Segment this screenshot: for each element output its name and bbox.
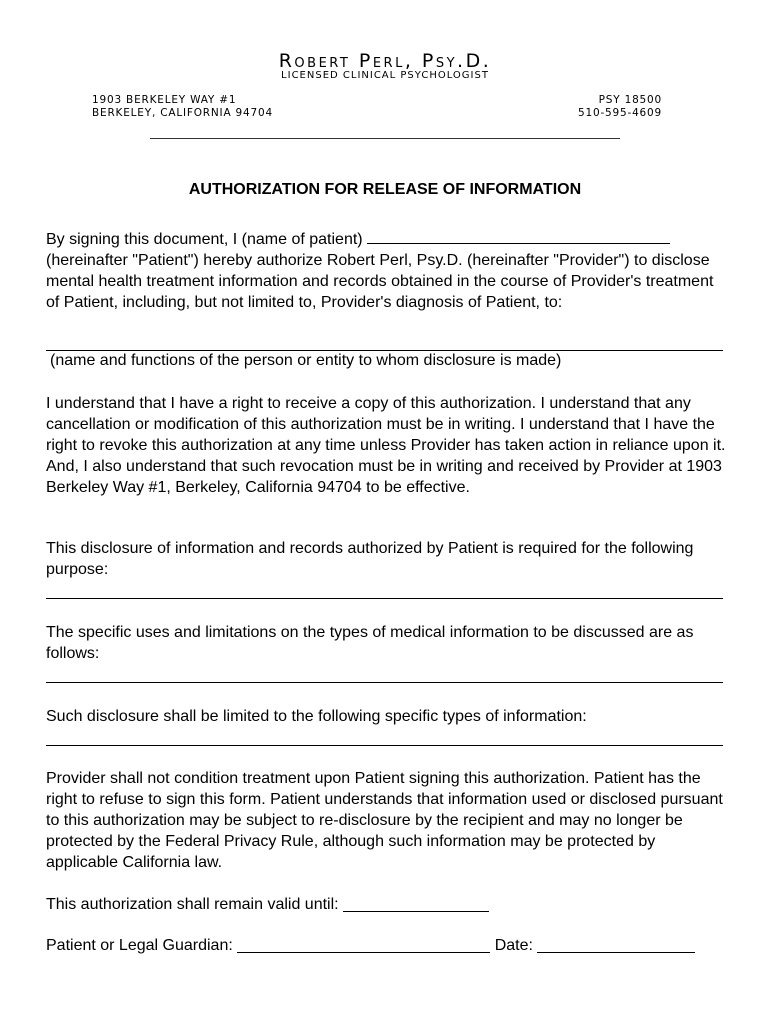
patient-name-field[interactable] — [367, 228, 670, 244]
document-title: AUTHORIZATION FOR RELEASE OF INFORMATION — [188, 181, 582, 198]
valid-until-field[interactable] — [343, 895, 489, 912]
types-paragraph: Such disclosure shall be limited to the following specific types of information: — [46, 708, 587, 725]
intro-paragraph — [46, 228, 730, 313]
purpose-field[interactable] — [46, 598, 723, 599]
guardian-signature-field[interactable] — [237, 936, 490, 953]
recipient-caption: (name and functions of the person or entity to whom disclosure is made) — [50, 352, 562, 369]
address-block — [92, 94, 273, 120]
letterhead-subtitle: LICENSED CLINICAL PSYCHOLOGIST — [281, 70, 489, 81]
purpose-paragraph: This disclosure of information and records authorized by Patient is required for the following purpose: — [46, 540, 694, 578]
address-line-1: 1903 BERKELEY WAY #1 — [92, 94, 237, 106]
guardian-label: Patient or Legal Guardian: — [46, 937, 233, 954]
intro-lead: By signing this document, I (name of patient) — [46, 231, 363, 248]
header-divider — [150, 138, 620, 139]
types-field[interactable] — [46, 745, 723, 746]
recipient-field[interactable] — [46, 350, 723, 351]
valid-until-label: This authorization shall remain valid until: — [46, 896, 339, 913]
address-line-2: BERKELEY, CALIFORNIA 94704 — [92, 107, 273, 119]
rights-paragraph: I understand that I have a right to receive a copy of this authorization. I understand that any cancellation or modification of this authorization must be in writing. I understand that I have the right to revoke this authorization at any time unless Provider has taken action in reliance upon it. And, I also understand that such revocation must be in writing and received by Provider at 1903 Berkeley Way #1, Berkeley, California 94704 to be effective. — [46, 395, 726, 496]
license-number: PSY 18500 — [598, 94, 662, 106]
contact-block — [578, 94, 662, 120]
uses-field[interactable] — [46, 682, 723, 683]
uses-paragraph: The specific uses and limitations on the types of medical information to be discussed are as follows: — [46, 624, 694, 662]
date-label: Date: — [494, 937, 533, 954]
phone-number: 510-595-4609 — [578, 107, 662, 119]
signature-row — [46, 935, 730, 956]
conditions-paragraph: Provider shall not condition treatment upon Patient signing this authorization. Patient has the right to refuse to sign this form. Patient understands that information used or disclosed pursuant to this authorization may be subject to re-disclosure by the recipient and may no longer be protected by the Federal Privacy Rule, although such information may be protected by applicable California law. — [46, 770, 723, 871]
letterhead-name: Robert Perl, Psy.D. — [278, 50, 492, 72]
date-field[interactable] — [537, 936, 695, 953]
intro-rest: (hereinafter "Patient") hereby authorize Robert Perl, Psy.D. (hereinafter "Provider") to disclose mental health treatment information and records obtained in the course of Provider's treatment of Patient, including, but not limited to, Provider's diagnosis of Patient, to: — [46, 252, 714, 311]
validity-row — [46, 894, 730, 915]
